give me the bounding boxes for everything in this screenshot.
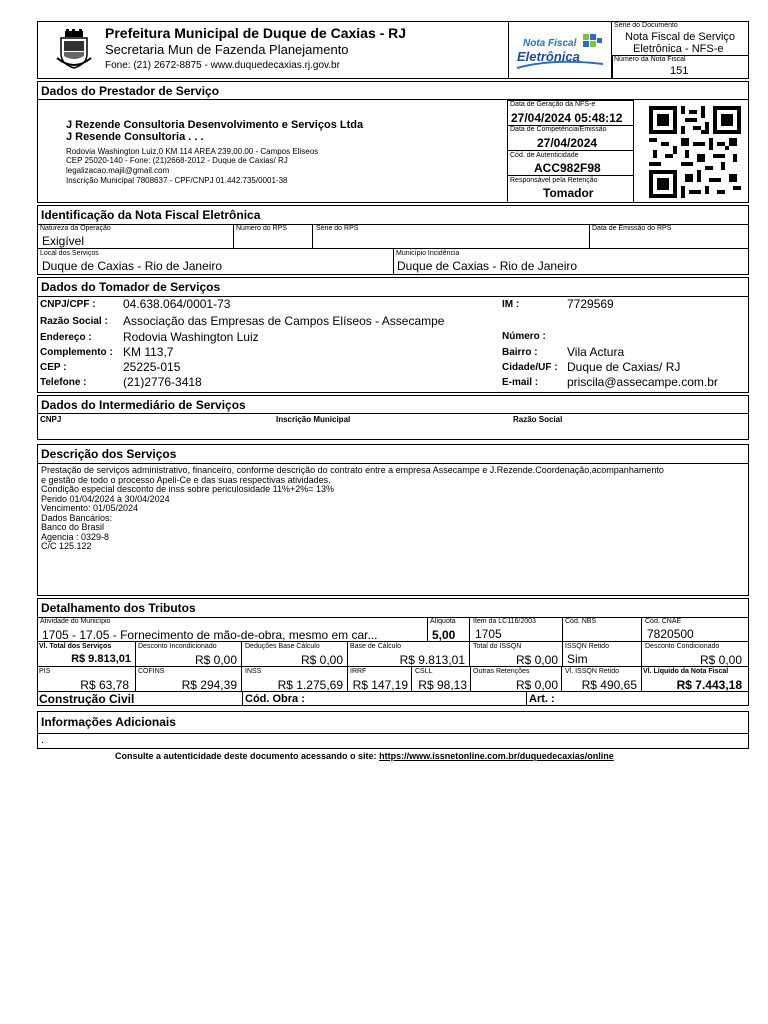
cod-obra-label: Cód. Obra : — [245, 693, 305, 705]
identificacao-title: Identificação da Nota Fiscal Eletrônica — [41, 208, 261, 222]
numero-value: 151 — [670, 65, 689, 77]
footer-line — [115, 751, 614, 761]
atividade-value — [42, 628, 378, 642]
qr-code — [649, 106, 741, 198]
descricao-line: Prestação de serviços administrativo, financeiro, conforme descrição do contrato entre a empresa Assecampe e J.Rezende.Coordenação,acompanhamento — [41, 465, 664, 475]
intermediario-cnpj-label: CNPJ — [40, 415, 62, 424]
base-label: Base de Cálculo — [350, 643, 401, 650]
competencia-label: Data de Competência/Emissão — [510, 126, 607, 133]
construcao-label: Construção Civil — [39, 692, 135, 706]
cofins-label: COFINS — [138, 668, 165, 675]
autenticidade-value: ACC982F98 — [534, 161, 601, 175]
vl-issqn-retido-value: R$ 490,65 — [581, 678, 637, 692]
tomador-title: Dados do Tomador de Serviços — [41, 280, 221, 294]
serie-rps-label: Série do RPS — [316, 225, 359, 232]
city-coat-of-arms-logo — [55, 28, 93, 70]
nfe-logo-line2: Eletrônica — [517, 49, 580, 64]
desc-cond-label: Desconto Condicionado — [645, 643, 720, 650]
prestador-name: J Rezende Consultoria Desenvolvimento e Serviços Ltda — [66, 119, 364, 131]
issqn-retido-label: ISSQN Retido — [565, 643, 609, 650]
outras-label: Outras Retenções — [473, 668, 530, 675]
descricao-title: Descrição dos Serviços — [41, 447, 177, 461]
total-issqn-value: R$ 0,00 — [515, 653, 558, 667]
item-value: 1705 — [475, 627, 502, 641]
natureza-value: Exigível — [42, 234, 85, 248]
inss-value: R$ 1.275,69 — [277, 678, 343, 692]
total-issqn-label: Total do ISSQN — [473, 643, 522, 650]
vl-total-label: Vl. Total dos Serviços — [39, 643, 112, 650]
data-rps-label: Data de Emissão do RPS — [592, 225, 672, 232]
tomador-telefone-label: Telefone : — [40, 377, 87, 388]
pis-label: PIS — [39, 668, 51, 675]
vl-issqn-retido-label: Vl. ISSQN Retido — [565, 668, 620, 675]
prestador-ids: Inscrição Municipal 7808637 - CPF/CNPJ 01.442.735/0001-38 — [66, 176, 288, 185]
intermediario-inscricao-label: Inscrição Municipal — [276, 415, 351, 424]
prestador-address2: CEP 25020-140 - Fone: (21)2668-2012 - Duque de Caxias/ RJ — [66, 156, 288, 165]
header-contact: Fone: (21) 2672-8875 - www.duquedecaxias.rj.gov.br — [105, 60, 340, 71]
descricao-line: Banco do Brasil — [41, 522, 105, 532]
local-label: Local dos Serviços — [40, 250, 99, 257]
tomador-endereco-label: Endereço : — [40, 332, 92, 343]
prestador-address1: Rodovia Washington Luiz,0 KM 114 AREA 239,00.00 - Campos Eliseos — [66, 147, 319, 156]
tomador-cnpj-value: 04.638.064/0001-73 — [123, 297, 231, 311]
natureza-label: Natureza da Operação — [40, 225, 111, 232]
incidencia-value: Duque de Caxias - Rio de Janeiro — [397, 259, 578, 273]
tomador-endereco-value: Rodovia Washington Luiz — [123, 330, 259, 344]
csll-value: R$ 98,13 — [418, 678, 467, 692]
intermediario-razao-label: Razão Social — [513, 415, 563, 424]
serie-label: Série do Documento — [614, 22, 678, 29]
csll-label: CSLL — [415, 668, 433, 675]
descricao-line: Agencia : 0329-8 — [41, 531, 110, 542]
serie-value-line2: Eletrônica - NFS-e — [633, 43, 724, 55]
geracao-label: Data de Geração da NFS-e — [510, 101, 596, 108]
tomador-numero-label: Número : — [502, 331, 546, 342]
vl-liquido-label: Vl. Líquido da Nota Fiscal — [643, 668, 729, 675]
deducoes-label: Deduções Base Cálculo — [245, 643, 320, 650]
tomador-cep-label: CEP : — [40, 362, 67, 373]
retencao-value: Tomador — [543, 186, 594, 200]
local-value: Duque de Caxias - Rio de Janeiro — [42, 259, 223, 273]
tomador-cidade-value: Duque de Caxias/ RJ — [567, 360, 681, 374]
issqn-retido-value: Sim — [567, 652, 588, 666]
pis-value: R$ 63,78 — [80, 678, 129, 692]
tomador-complemento-value: KM 113,7 — [123, 345, 174, 359]
geracao-value: 27/04/2024 05:48:12 — [511, 111, 623, 125]
prestador-email: legalizacao.majil@gmail.com — [66, 166, 170, 175]
tomador-im-value: 7729569 — [567, 297, 614, 311]
intermediario-title: Dados do Intermediário de Serviços — [41, 398, 246, 412]
desc-incond-label: Desconto Incondicionado — [138, 643, 217, 650]
prestador-title: Dados do Prestador de Serviço — [41, 84, 220, 98]
informacoes-title: Informações Adicionais — [41, 715, 176, 729]
deducoes-value: R$ 0,00 — [300, 653, 343, 667]
numero-label: Número da Nota Fiscal — [614, 56, 686, 63]
irrf-label: IRRF — [350, 668, 367, 675]
numero-rps-label: Número do RPS — [236, 225, 287, 232]
outras-value: R$ 0,00 — [515, 678, 558, 692]
cnae-label: Cód. CNAE — [645, 618, 682, 625]
aliquota-value: 5,00 — [432, 628, 456, 642]
tomador-complemento-label: Complemento : — [40, 347, 113, 358]
tomador-razao-value: Associação das Empresas de Campos Elíseos - Assecampe — [123, 314, 445, 328]
incidencia-label: Município Incidência — [396, 250, 460, 257]
descricao-line: Vencimento: 01/05/2024 — [41, 503, 139, 513]
header-subtitle: Secretaria Mun de Fazenda Planejamento — [105, 42, 349, 57]
atividade-label: Atividade do Município — [40, 618, 111, 625]
footer-link[interactable]: https://www.issnetonline.com.br/duquedecaxias/online — [379, 751, 614, 761]
tomador-telefone-value: (21)2776-3418 — [123, 375, 202, 389]
autenticidade-label: Cód. de Autenticidade — [510, 152, 579, 159]
tomador-im-label: IM : — [502, 299, 520, 310]
header-title: Prefeitura Municipal de Duque de Caxias - RJ — [105, 25, 407, 41]
descricao-line: Perido 01/04/2024 à 30/04/2024 — [41, 493, 170, 504]
tomador-cep-value: 25225-015 — [123, 360, 181, 374]
tomador-cnpj-label: CNPJ/CPF : — [40, 299, 96, 310]
tomador-bairro-value: Vila Actura — [567, 345, 625, 359]
tomador-cidade-label: Cidade/UF : — [502, 362, 558, 373]
vl-liquido-value: R$ 7.443,18 — [676, 678, 742, 692]
desc-incond-value: R$ 0,00 — [194, 653, 237, 667]
tomador-email-label: E-mail : — [502, 377, 539, 388]
descricao-text — [41, 466, 745, 552]
desc-cond-value: R$ 0,00 — [699, 653, 742, 667]
descricao-line: e gestão de todo o processo Apeli-Ce e das suas respectivas atividades. — [41, 474, 331, 485]
tomador-bairro-label: Bairro : — [502, 347, 538, 358]
inss-label: INSS — [245, 668, 262, 675]
prestador-trade-name: J Resende Consultoria . . . — [66, 131, 204, 143]
descricao-line: Dados Bancários: — [41, 512, 113, 523]
atividade-code: 1705 - 17.05 - — [42, 628, 117, 642]
nfe-logo-line1: Nota Fiscal — [523, 38, 577, 49]
cnae-value: 7820500 — [647, 627, 694, 641]
serie-value-line1: Nota Fiscal de Serviço — [625, 31, 736, 43]
tributos-title: Detalhamento dos Tributos — [41, 601, 196, 615]
nbs-label: Cód. NBS — [565, 618, 597, 625]
descricao-line: C/C 125.122 — [41, 541, 92, 551]
footer-text: Consulte a autenticidade deste documento acessando o site: — [115, 751, 377, 761]
irrf-value: R$ 147,19 — [352, 678, 408, 692]
vl-total-value: R$ 9.813,01 — [71, 653, 131, 665]
base-value: R$ 9.813,01 — [399, 653, 465, 667]
tomador-email-value: priscila@assecampe.com.br — [567, 375, 718, 389]
retencao-label: Responsável pela Retenção — [510, 177, 598, 184]
atividade-desc: Fornecimento de mão-de-obra, mesmo em car... — [120, 628, 378, 642]
informacoes-content: . — [41, 734, 45, 746]
cofins-value: R$ 294,39 — [181, 678, 237, 692]
item-label: Item da LC116/2003 — [473, 618, 536, 625]
descricao-line: Condição especial desconto de inss sobre periculosidade 11%+2%= 13% — [41, 484, 335, 494]
art-label: Art. : — [529, 693, 555, 705]
nota-fiscal-eletronica-logo — [513, 28, 607, 72]
aliquota-label: Alíquota — [430, 618, 456, 625]
tomador-razao-label: Razão Social : — [40, 316, 108, 327]
competencia-value: 27/04/2024 — [537, 136, 598, 150]
